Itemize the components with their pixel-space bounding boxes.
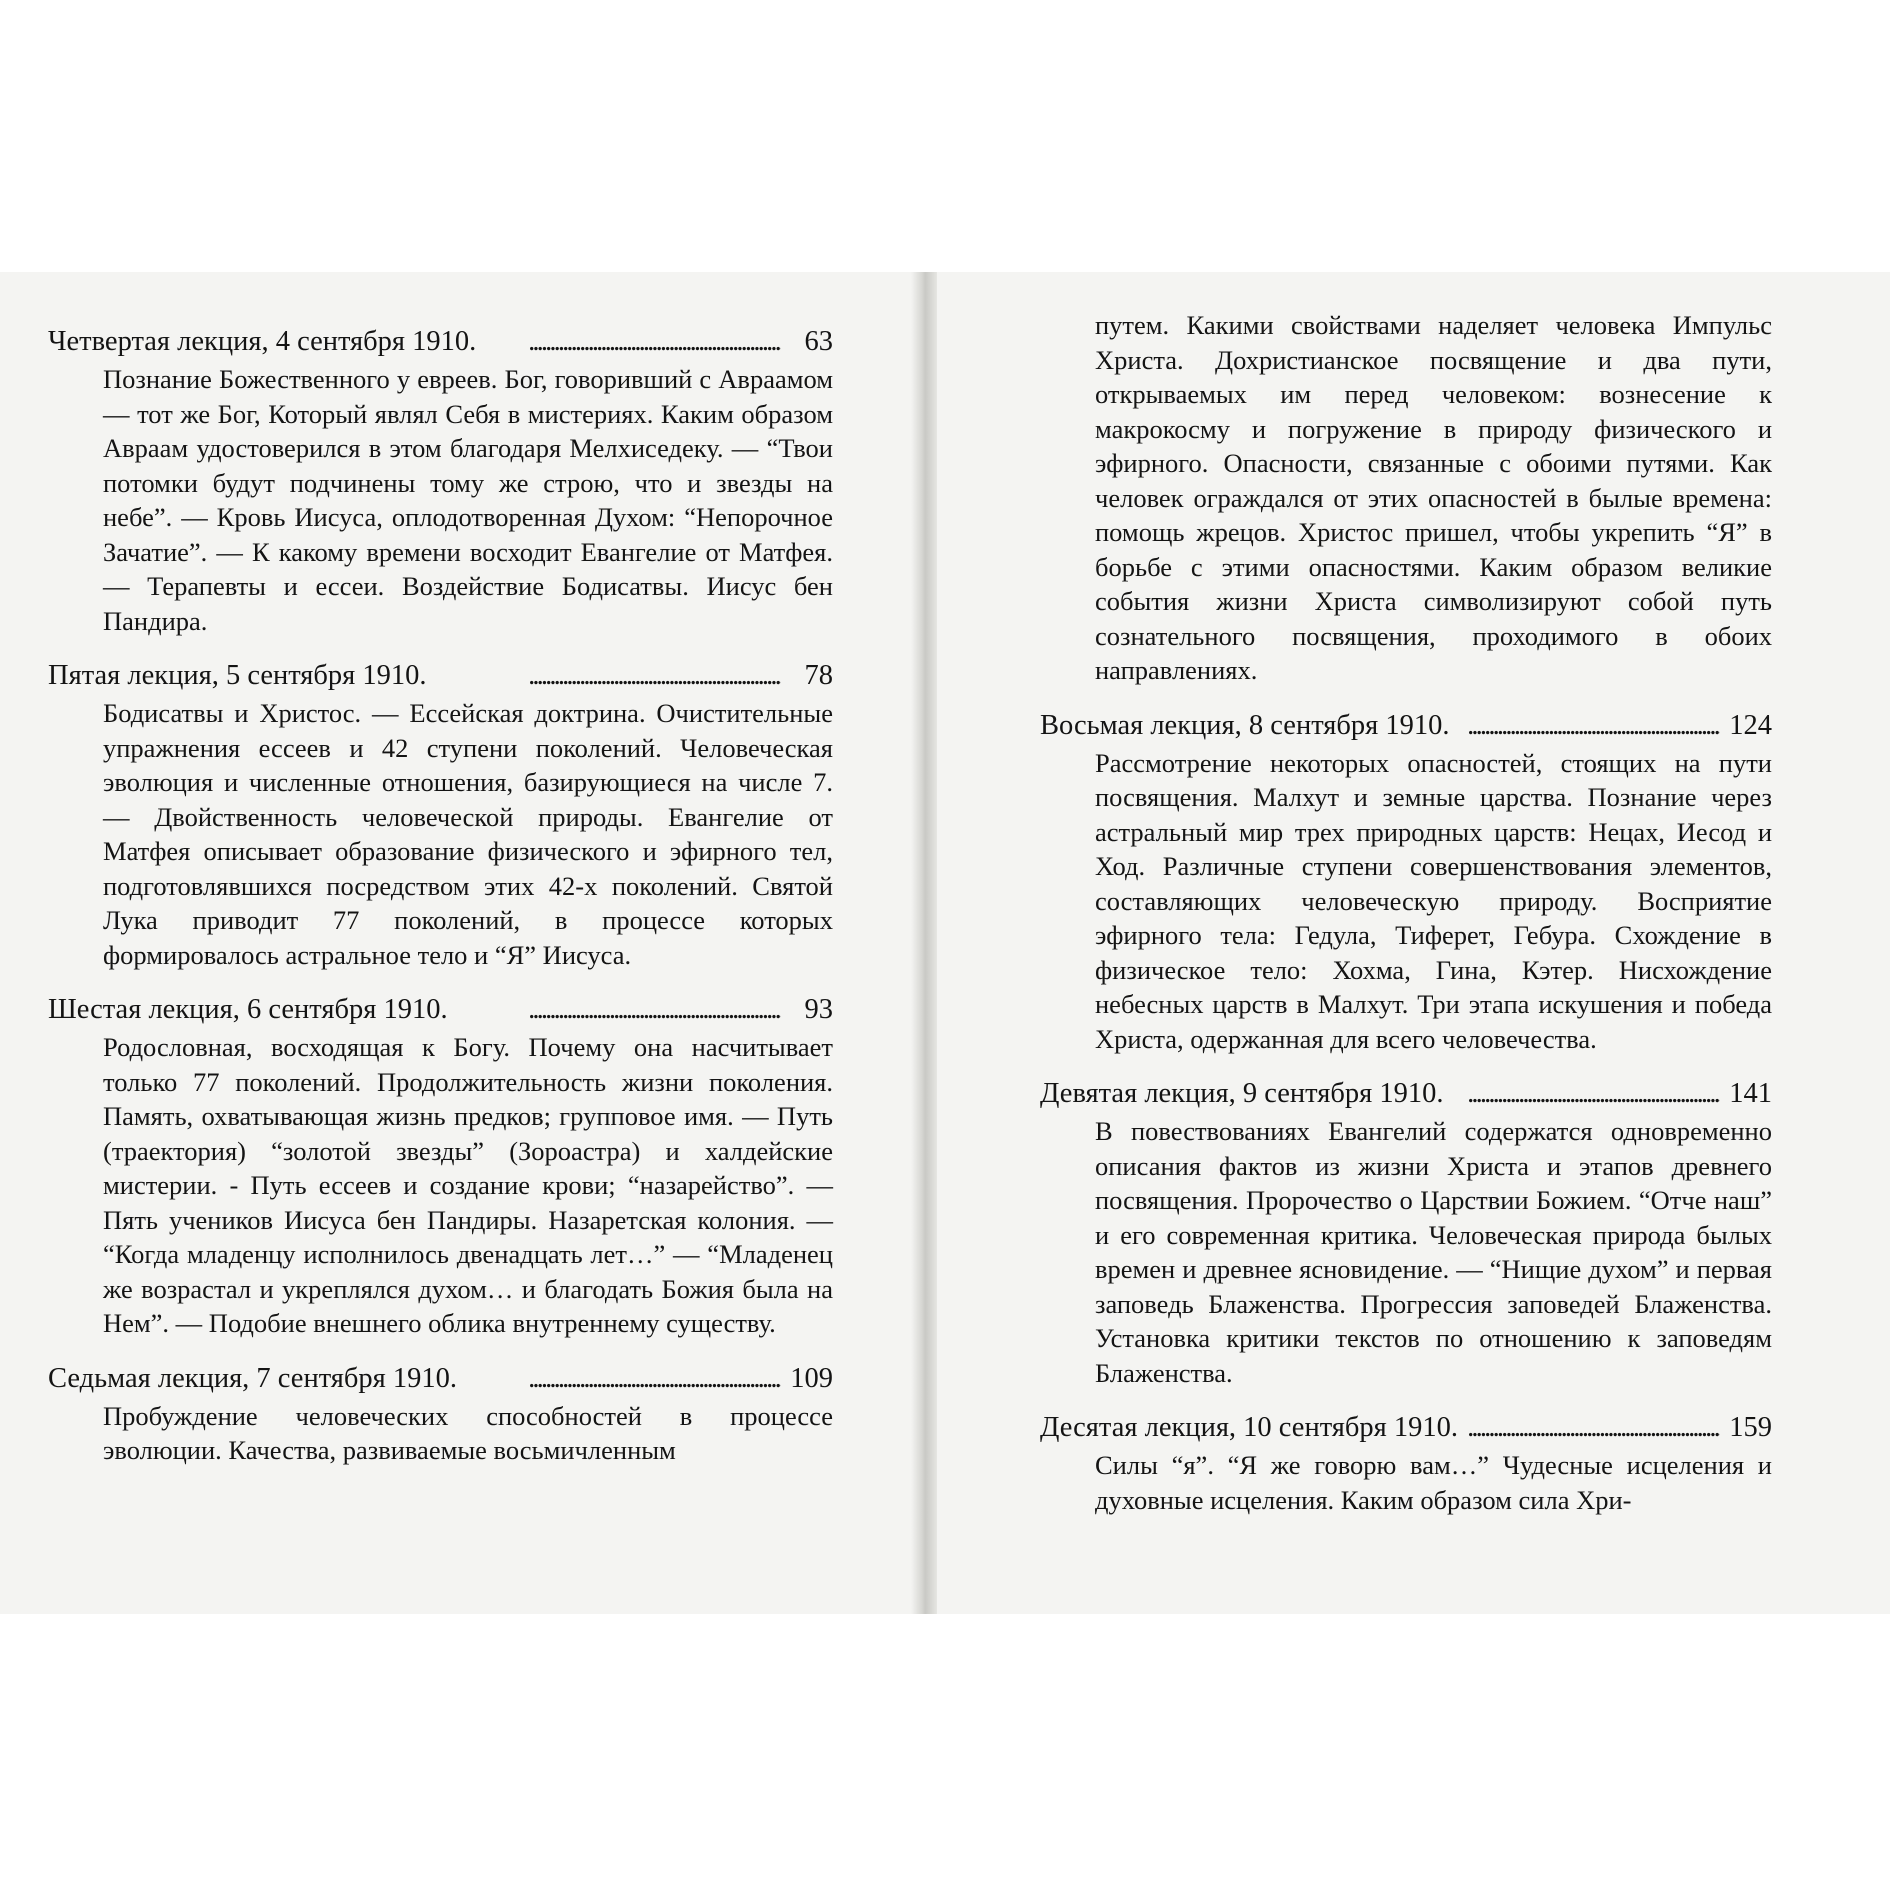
toc-entry — [1040, 1410, 1772, 1517]
toc-page-number: 93 — [804, 994, 833, 1025]
toc-entry-heading — [1040, 1076, 1772, 1112]
toc-entry-title: Пятая лекция, 5 сентября 1910. — [48, 660, 431, 691]
toc-entry-heading — [1040, 708, 1772, 744]
toc-entry-heading — [48, 324, 833, 360]
toc-page-number: 141 — [1729, 1078, 1772, 1109]
toc-entry-description: Бодисатвы и Христос. — Ессейская доктрина. Очистительные упражнения ессеев и 42 ступени поколений. Человеческая эволюция и численные отношения, базирующиеся на числе 7. — Двойственность человеческой природы. Евангелие от Матфея описывает образование физического и эфирного тел, подготовлявшихся посредством этих 42-х поколений. Святой Лука приводит 77 поколений, в процессе которых формировалось астральное тело и “Я” Иисуса. — [103, 698, 833, 970]
toc-entry — [1040, 708, 1772, 1057]
toc-entry-continuation — [1040, 308, 1772, 688]
toc-entry — [48, 1361, 833, 1468]
toc-entry-description: Пробуждение человеческих способностей в процессе эволюции. Качества, развиваемые восьмичленным — [103, 1400, 833, 1465]
toc-entry-description: путем. Какими свойствами наделяет человека Импульс Христа. Дохристианское посвящение и два пути, открываемых им перед человеком: вознесение к макрокосму и погружение в природу физического и эфирного. Опасности, связанные с обоими путями. Как человек ограждался от этих опасностей в былые времена: помощь жрецов. Христос пришел, чтобы укрепить “Я” в борьбе с этими опасностями. Каким образом великие события жизни Христа символизируют собой путь сознательного посвящения, проходимого в обоих направлениях. — [1095, 310, 1772, 685]
toc-entry-heading — [48, 992, 833, 1028]
toc-entry-title: Девятая лекция, 9 сентября 1910. — [1040, 1078, 1447, 1109]
toc-page-number: 124 — [1729, 709, 1772, 741]
toc-entry-description: Познание Божественного у евреев. Бог, говоривший с Авраамом — тот же Бог, Который являл Себя в мистериях. Каким образом Авраам удостоверился в этом благодаря Мелхиседеку. — “Твои потомки будут подчинены тому же строю, что и звезды на небе”. — Кровь Иисуса, оплодотворенная Духом: “Непорочное Зачатие”. — К какому времени восходит Евангелие от Матфея. — Терапевты и ессеи. Воздействие Бодисатвы. Иисус бен Пандира. — [103, 364, 833, 636]
toc-entry-description: В повествованиях Евангелий содержатся одновременно описания фактов из жизни Христа и этапов древнего посвящения. Пророчество о Царствии Божием. “Отче наш” и его современная критика. Человеческая природа былых времен и древнее ясновидение. — “Нищие духом” и первая заповедь Блаженства. Прогрессия заповедей Блаженства. Установка критики текстов по отношению к заповедям Блаженства. — [1095, 1116, 1772, 1388]
left-page — [0, 272, 911, 1614]
left-toc-column — [48, 324, 833, 1488]
toc-entry — [48, 324, 833, 638]
toc-entry-description: Силы “я”. “Я же говорю вам…” Чудесные исцеления и духовные исцеления. Каким образом сила Хри- — [1095, 1450, 1772, 1515]
right-toc-column — [1040, 308, 1772, 1537]
toc-entry-title: Восьмая лекция, 8 сентября 1910. — [1040, 710, 1454, 741]
book-spread — [0, 272, 1890, 1614]
toc-entry-description: Рассмотрение некоторых опасностей, стоящих на пути посвящения. Малхут и земные царства. Познание через астральный мир трех природных царств: Нецах, Иесод и Ход. Различные ступени совершенствования элементов, составляющих человеческую природу. Восприятие эфирного тела: Гедула, Тиферет, Гебура. Схождение в физическое тело: Хохма, Гина, Кэтер. Нисхождение небесных царств в Малхут. Три этапа искушения и победа Христа, одержанная для всего человечества. — [1095, 747, 1772, 1054]
toc-entry-description: Родословная, восходящая к Богу. Почему она насчитывает только 77 поколений. Продолжительность жизни поколения. Память, охватывающая жизнь предков; групповое имя. — Путь (траектория) “золотой звезды” (Зороастра) и халдейские мистерии. - Путь ессеев и создание крови; “назарейство”. — Пять учеников Иисуса бен Пандиры. Назаретская колония. — “Когда младенцу исполнилось двенадцать лет…” — “Младенец же возрастал и укреплялся духом… и благодать Божия была на Нем”. — Подобие внешнего облика внутреннему существу. — [103, 1032, 833, 1338]
toc-entry-heading — [1040, 1410, 1772, 1446]
toc-page-number: 63 — [804, 326, 833, 357]
toc-page-number: 109 — [790, 1362, 833, 1394]
toc-page-number: 159 — [1729, 1412, 1772, 1443]
toc-entry-heading — [48, 1361, 833, 1397]
toc-entry-heading — [48, 658, 833, 694]
toc-entry-title: Четвертая лекция, 4 сентября 1910. — [48, 326, 480, 357]
right-page — [937, 272, 1890, 1614]
toc-entry — [48, 992, 833, 1341]
toc-entry — [48, 658, 833, 972]
toc-entry-title: Десятая лекция, 10 сентября 1910. — [1040, 1412, 1462, 1443]
toc-entry-title: Седьмая лекция, 7 сентября 1910. — [48, 1363, 461, 1394]
book-gutter — [911, 272, 937, 1614]
toc-entry-title: Шестая лекция, 6 сентября 1910. — [48, 994, 452, 1025]
toc-entry — [1040, 1076, 1772, 1390]
toc-page-number: 78 — [804, 660, 833, 691]
